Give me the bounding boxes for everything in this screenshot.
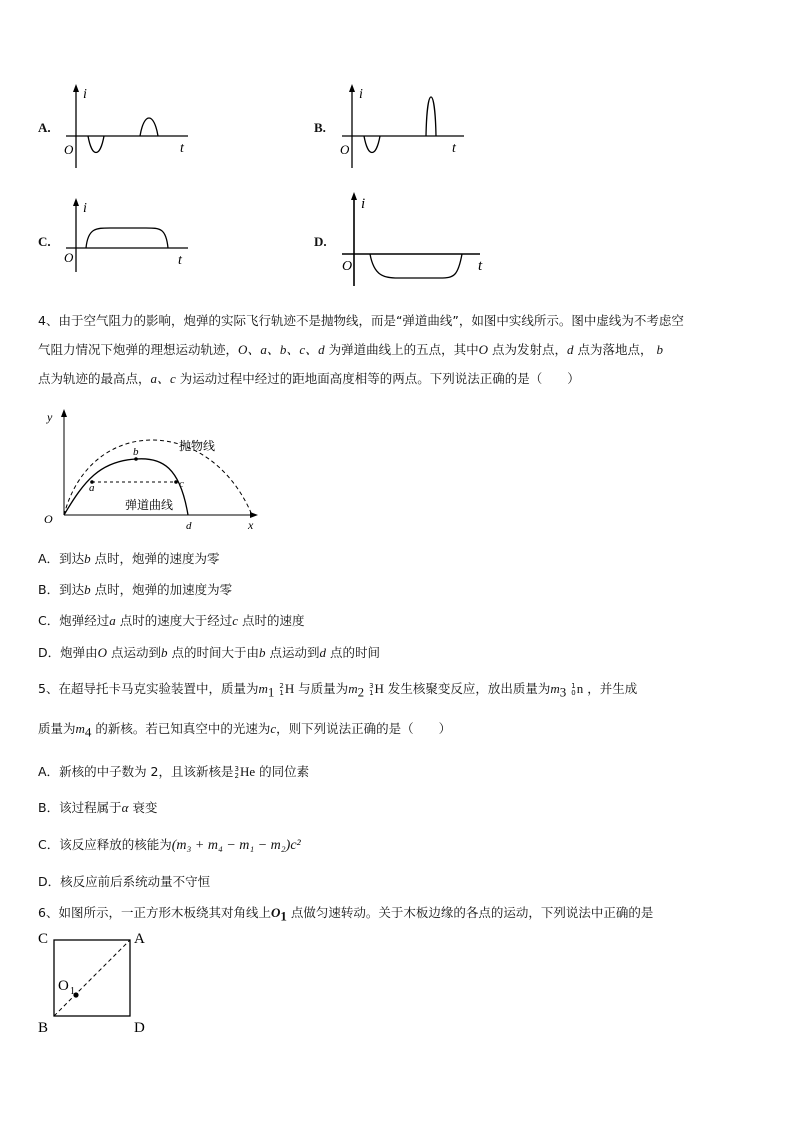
center-o-sub: 1	[70, 986, 75, 997]
origin-o: O	[342, 259, 353, 274]
q6-square-figure	[36, 926, 156, 1036]
corner-b: B	[38, 1020, 49, 1036]
graph-d	[336, 190, 496, 290]
axis-i: i	[361, 196, 366, 212]
graph-b-label: B.	[314, 120, 326, 135]
q5-option-c[interactable]: C．该反应释放的核能为(m₃ + m₄ − m₁ − m₂)c²	[38, 837, 301, 853]
graph-a-label: A.	[38, 120, 51, 135]
q5-stem-line1: 5、在超导托卡马克实验装置中，质量为$m_1$ 2 1 H 与质量为$m_2$ 3 1 H 发生核聚变反应，放出质量为$m_3$ 1 0 n ，并生成	[38, 681, 638, 700]
axis-i: i	[83, 201, 87, 216]
q4-option-b[interactable]: B．到达b 点时，炮弹的加速度为零	[38, 582, 233, 597]
parabola-label: 抛物线	[179, 439, 216, 453]
origin-o: O	[64, 250, 74, 265]
axis-i: i	[83, 87, 87, 102]
q4-option-c[interactable]: C．炮弹经过a 点时的速度大于经过c 点时的速度	[38, 613, 305, 628]
q4-trajectory-figure	[40, 405, 270, 535]
center-o: O	[58, 978, 69, 994]
origin-o: O	[340, 142, 350, 157]
q5-option-a[interactable]: A．新核的中子数为 2，且该新核是 3 2 He 的同位素	[38, 764, 310, 780]
axis-i: i	[359, 87, 363, 102]
fig-b: b	[133, 446, 139, 458]
corner-d: D	[134, 1020, 145, 1036]
graph-c-label: C.	[38, 234, 51, 249]
axis-t: t	[180, 141, 184, 156]
q5-stem-line2: 质量为$m_4$ 的新核。若已知真空中的光速为c，则下列说法正确的是（ ）	[38, 721, 452, 740]
q6-stem: 6、如图所示，一正方形木板绕其对角线上$O_1$ 点做匀速转动。关于木板边缘的各点的运动，下列说法中正确的是	[38, 905, 654, 924]
corner-c: C	[38, 931, 49, 947]
q4-stem-line1: 4、由于空气阻力的影响，炮弹的实际飞行轨迹不是抛物线，而是“弹道曲线”，如图中实线所示。图中虚线为不考虑空	[38, 313, 684, 328]
fig-y: y	[47, 410, 53, 424]
fig-a: a	[89, 482, 95, 494]
q4-stem-line2: 气阻力情况下炮弹的理想运动轨迹，O、a、b、c、d 为弹道曲线上的五点，其中O 点为发射点，d 点为落地点， b	[38, 342, 664, 357]
corner-a: A	[134, 931, 145, 947]
q5-option-d[interactable]: D．核反应前后系统动量不守恒	[38, 874, 211, 889]
graph-d-label: D.	[314, 234, 327, 249]
graph-a	[60, 82, 200, 172]
q4-option-d[interactable]: D．炮弹由O 点运动到b 点的时间大于由b 点运动到d 点的时间	[38, 645, 380, 660]
fig-c: c	[179, 478, 184, 490]
ballistic-label: 弹道曲线	[125, 498, 174, 512]
axis-t: t	[452, 141, 456, 156]
axis-t: t	[178, 253, 182, 268]
fig-x: x	[248, 518, 254, 532]
axis-t: t	[478, 258, 483, 274]
q4-stem-line3: 点为轨迹的最高点，a、c 为运动过程中经过的距地面高度相等的两点。下列说法正确的是（ ）	[38, 371, 580, 386]
q4-option-a[interactable]: A．到达b 点时，炮弹的速度为零	[38, 551, 220, 566]
origin-o: O	[64, 142, 74, 157]
q5-option-b[interactable]: B．该过程属于α 衰变	[38, 800, 158, 815]
graph-b	[336, 82, 476, 172]
fig-d: d	[186, 520, 192, 532]
fig-o: O	[44, 512, 53, 526]
graph-c	[60, 196, 200, 276]
